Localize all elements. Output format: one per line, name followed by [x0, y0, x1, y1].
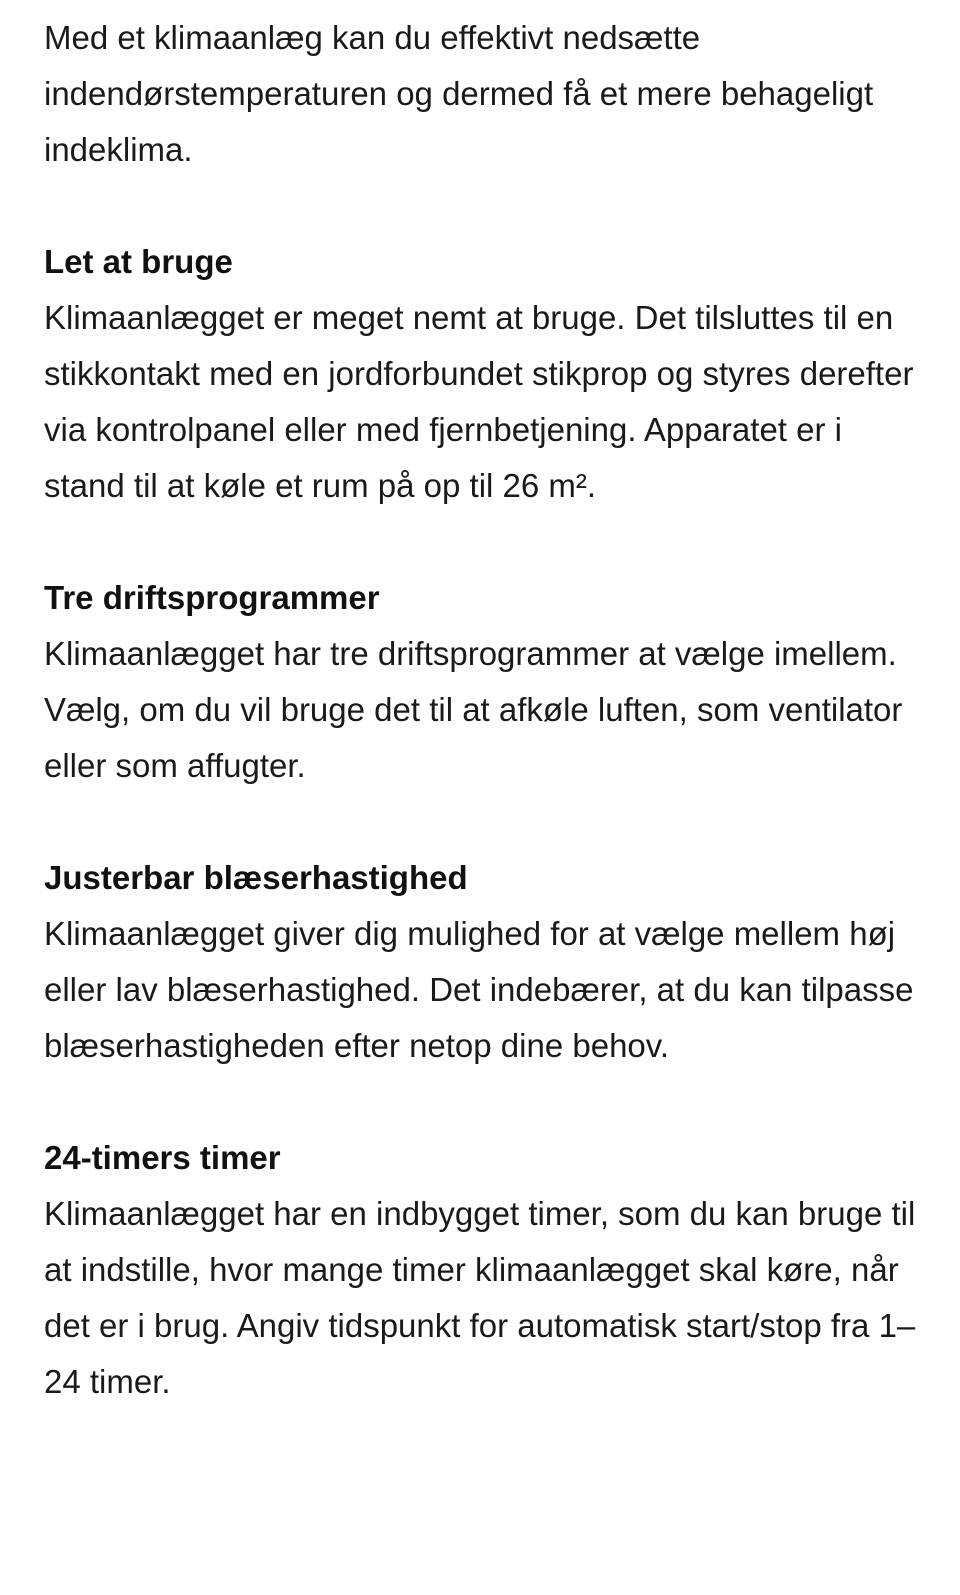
section-let-at-bruge	[44, 234, 916, 514]
section-24-timers-timer	[44, 1130, 916, 1410]
section-heading: Justerbar blæserhastighed	[44, 859, 468, 896]
section-tre-driftsprogrammer	[44, 570, 916, 794]
section-body: Klimaanlægget er meget nemt at bruge. Det tilsluttes til en stikkontakt med en jordforbundet stikprop og styres derefter via kontrolpanel eller med fjernbetjening. Apparatet er i stand til at køle et rum på op til 26 m².	[44, 299, 914, 504]
section-body: Klimaanlægget har en indbygget timer, som du kan bruge til at indstille, hvor mange timer klimaanlægget skal køre, når det er i brug. Angiv tidspunkt for automatisk start/stop fra 1–24 timer.	[44, 1195, 916, 1400]
intro-paragraph: Med et klimaanlæg kan du effektivt nedsætte indendørstemperaturen og dermed få et mere behageligt indeklima.	[44, 19, 874, 168]
section-heading: 24-timers timer	[44, 1139, 281, 1176]
section-body: Klimaanlægget har tre driftsprogrammer at vælge imellem. Vælg, om du vil bruge det til at afkøle luften, som ventilator eller som affugter.	[44, 635, 903, 784]
section-heading: Let at bruge	[44, 243, 233, 280]
section-justerbar-blaeserhastighed	[44, 850, 916, 1074]
section-heading: Tre driftsprogrammer	[44, 579, 380, 616]
section-body: Klimaanlægget giver dig mulighed for at vælge mellem høj eller lav blæserhastighed. Det indebærer, at du kan tilpasse blæserhastigheden efter netop dine behov.	[44, 915, 914, 1064]
